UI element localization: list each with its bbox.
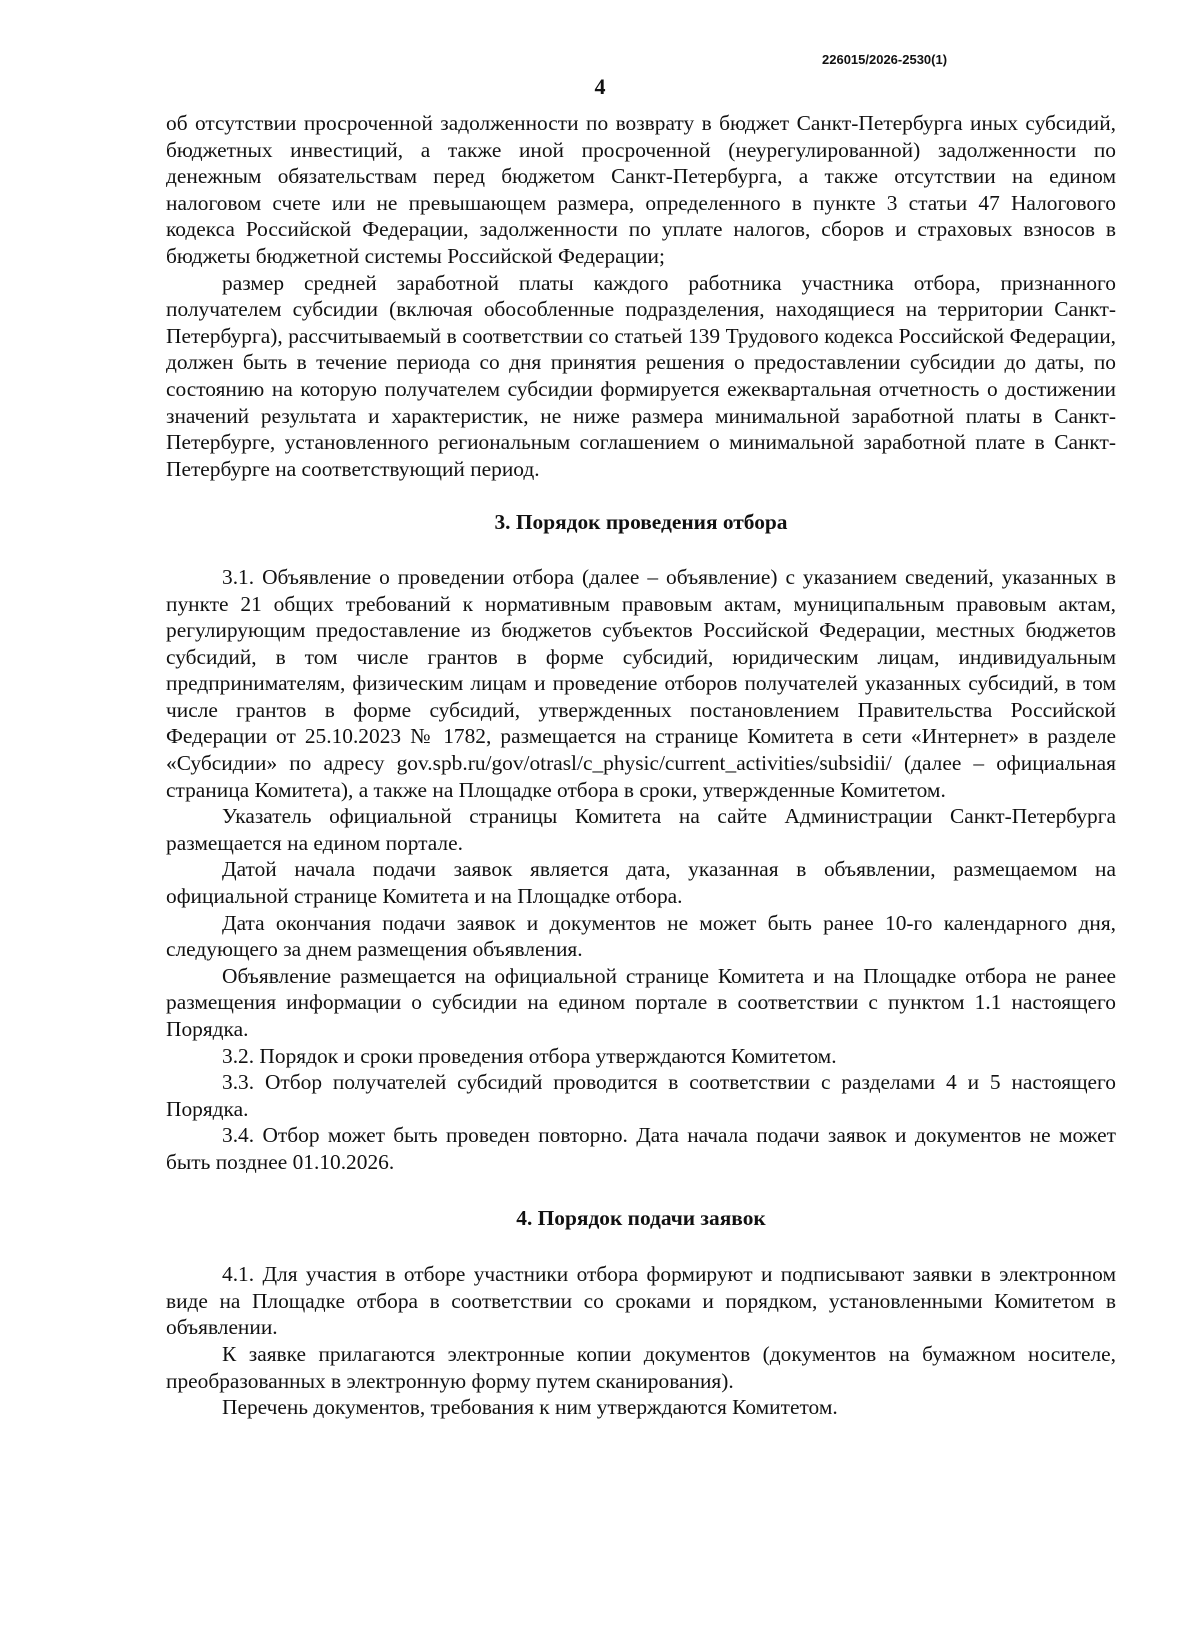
document-registration-number: 226015/2026-2530(1) <box>822 52 948 67</box>
paragraph-3-1: 3.1. Объявление о проведении отбора (далее – объявление) с указанием сведений, указанных в пункте 21 общих требований к нормативным правовым актам, муниципальным правовым актам, регулирующим предоставление из бюджетов субъектов Российской Федерации, местных бюджетов субсидий, в том числе грантов в форме субсидий, юридическим лицам, индивидуальным предпринимателям, физическим лицам и проведение отборов получателей указанных субсидий, в том числе грантов в форме субсидий, утвержденных постановлением Правительства Российской Федерации от 25.10.2023 № 1782, размещается на странице Комитета в сети «Интернет» в разделе «Субсидии» по адресу gov.spb.ru/gov/otrasl/c_physic/current_activities/subsidii/ (далее – официальная страница Комитета), а также на Площадке отбора в сроки, утвержденные Комитетом. <box>166 564 1116 802</box>
paragraph-document-list: Перечень документов, требования к ним утверждаются Комитетом. <box>222 1395 838 1420</box>
document-body <box>166 110 1116 1421</box>
paragraph-3-2: 3.2. Порядок и сроки проведения отбора утверждаются Комитетом. <box>222 1043 837 1068</box>
page-number: 4 <box>594 74 606 99</box>
paragraph-pointer: Указатель официальной страницы Комитета на сайте Администрации Санкт-Петербурга размещается на едином портале. <box>166 804 1116 855</box>
paragraph-attachments: К заявке прилагаются электронные копии документов (документов на бумажном носителе, преобразованных в электронную форму путем сканирования). <box>166 1341 1116 1393</box>
section-4-title: 4. Порядок подачи заявок <box>516 1205 766 1230</box>
paragraph-start-date: Датой начала подачи заявок является дата, указанная в объявлении, размещаемом на официальной странице Комитета и на Площадке отбора. <box>166 857 1116 909</box>
section-3-title: 3. Порядок проведения отбора <box>494 510 788 535</box>
paragraph-end-date: Дата окончания подачи заявок и документов не может быть ранее 10-го календарного дня, следующего за днем размещения объявления. <box>166 910 1116 962</box>
paragraph-average-salary: размер средней заработной платы каждого работника участника отбора, признанного получателем субсидии (включая обособленные подразделения, находящиеся на территории Санкт-Петербурга), рассчитываемый в соответствии со статьей 139 Трудового кодекса Российской Федерации, должен быть в течение периода со дня принятия решения о предоставлении субсидии до даты, по состоянию на которую получателем субсидии формируется ежеквартальная отчетность о достижении значений результата и характеристик, не ниже размера минимальной заработной платы в Санкт-Петербурге, установленного региональным соглашением о минимальной заработной плате в Санкт-Петербурге на соответствующий период. <box>166 270 1116 481</box>
paragraph-3-4: 3.4. Отбор может быть проведен повторно. Дата начала подачи заявок и документов не может быть позднее 01.10.2026. <box>166 1123 1116 1174</box>
paragraph-3-3: 3.3. Отбор получателей субсидий проводится в соответствии с разделами 4 и 5 настоящего Порядка. <box>166 1070 1116 1121</box>
paragraph-announcement: Объявление размещается на официальной странице Комитета и на Площадке отбора не ранее размещения информации о субсидии на едином портале в соответствии с пунктом 1.1 настоящего Порядка. <box>166 963 1116 1041</box>
paragraph-4-1: 4.1. Для участия в отборе участники отбора формируют и подписывают заявки в электронном виде на Площадке отбора в соответствии со сроками и порядком, установленными Комитетом в объявлении. <box>166 1262 1116 1340</box>
paragraph-debt-absence: об отсутствии просроченной задолженности по возврату в бюджет Санкт-Петербурга иных субсидий, бюджетных инвестиций, а также иной просроченной (неурегулированной) задолженности по денежным обязательствам перед бюджетом Санкт-Петербурга, а также отсутствии на едином налоговом счете или не превышающем размера, определенного в пункте 3 статьи 47 Налогового кодекса Российской Федерации, задолженности по уплате налогов, сборов и страховых взносов в бюджеты бюджетной системы Российской Федерации; <box>166 111 1116 268</box>
